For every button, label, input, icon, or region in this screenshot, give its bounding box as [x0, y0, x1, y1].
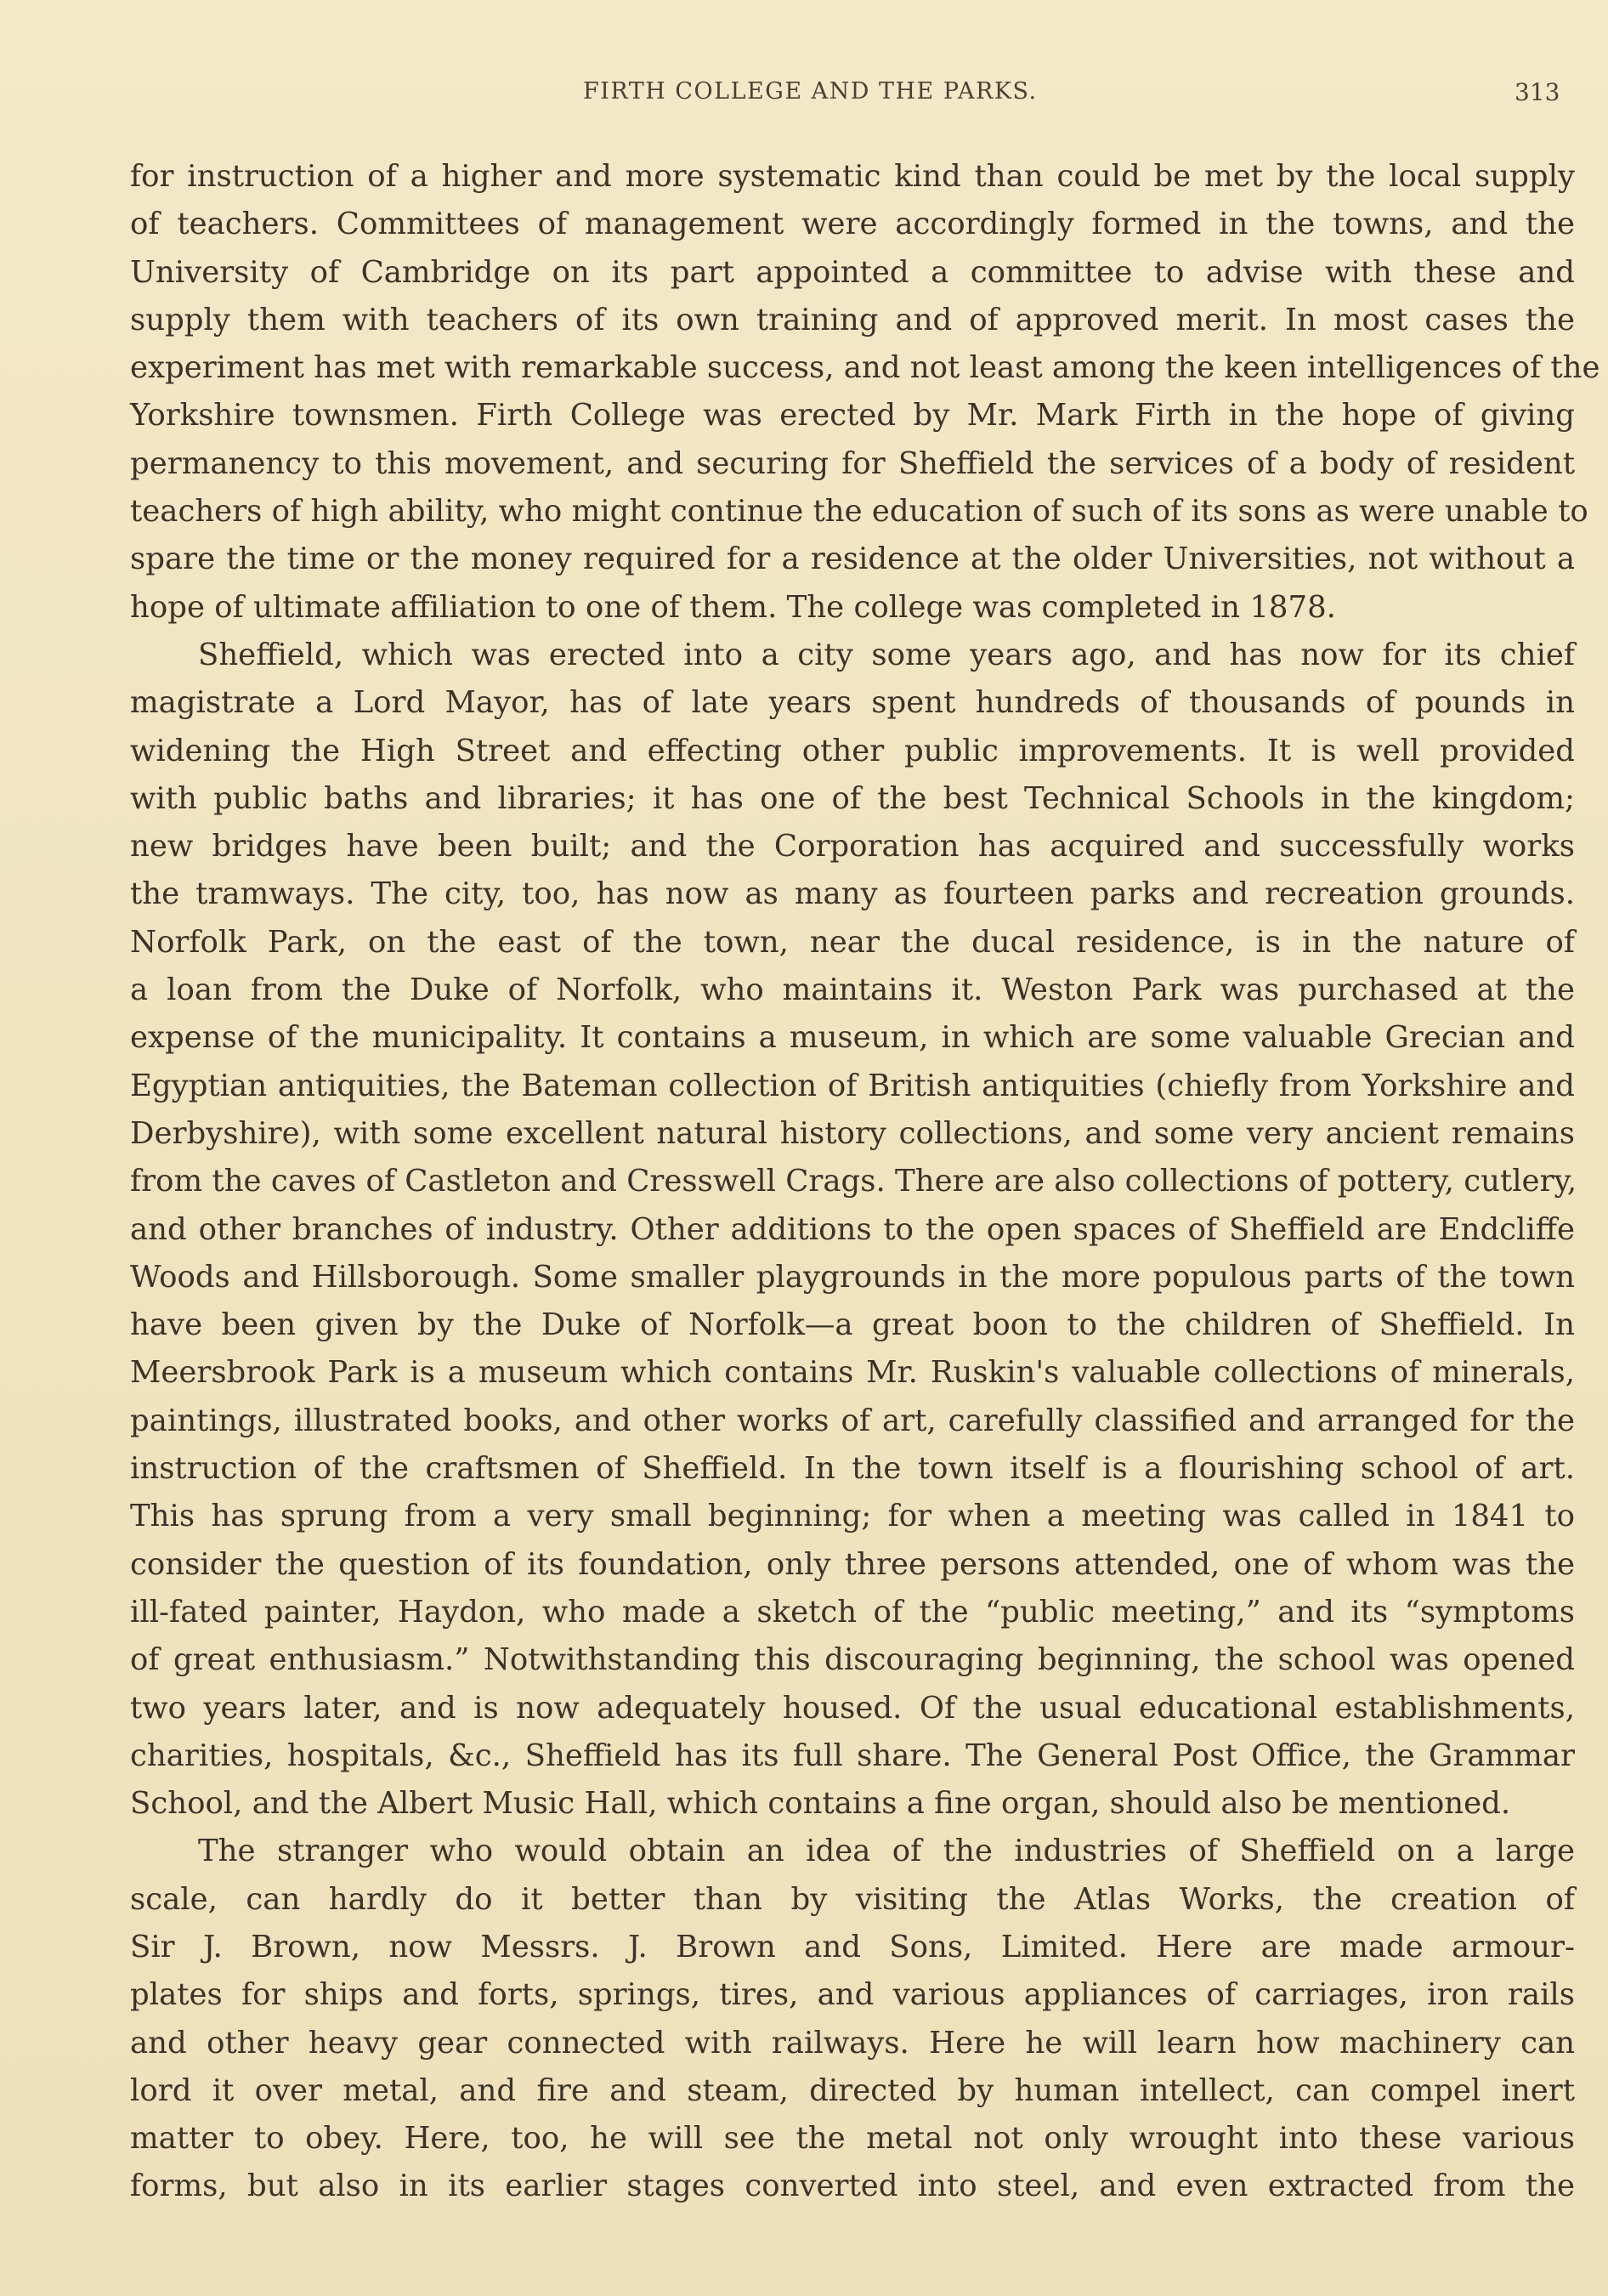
text-line: forms, but also in its earlier stages converted into steel, and even extracted from the	[130, 2168, 1575, 2204]
text-line: experiment has met with remarkable success, and not least among the keen intelligences of the	[130, 350, 1600, 386]
text-line: of great enthusiasm.” Notwithstanding this discouraging beginning, the school was opened	[130, 1642, 1575, 1678]
text-line: This has sprung from a very small beginning; for when a meeting was called in 1841 to	[130, 1499, 1575, 1534]
text-line: and other branches of industry. Other additions to the open spaces of Sheffield are Endcliffe	[130, 1211, 1575, 1247]
text-line: the tramways. The city, too, has now as many as fourteen parks and recreation grounds.	[130, 876, 1575, 912]
text-line: widening the High Street and effecting other public improvements. It is well provided	[130, 733, 1575, 768]
text-line: spare the time or the money required for a residence at the older Universities, not without a	[130, 541, 1575, 577]
text-line: lord it over metal, and fire and steam, directed by human intellect, can compel inert	[130, 2072, 1575, 2108]
text-line: University of Cambridge on its part appointed a committee to advise with these and	[130, 254, 1575, 290]
text-line: consider the question of its foundation, only three persons attended, one of whom was the	[130, 1546, 1575, 1582]
text-line: for instruction of a higher and more systematic kind than could be met by the local supply	[130, 159, 1575, 194]
text-line: and other heavy gear connected with railways. Here he will learn how machinery can	[130, 2025, 1575, 2061]
text-line: have been given by the Duke of Norfolk—a great boon to the children of Sheffield. In	[130, 1307, 1575, 1343]
text-line: scale, can hardly do it better than by visiting the Atlas Works, the creation of	[130, 1881, 1575, 1917]
text-line: hope of ultimate affiliation to one of them. The college was completed in 1878.	[130, 589, 1336, 625]
text-line: charities, hospitals, &c., Sheffield has its full share. The General Post Office, the Grammar	[130, 1738, 1575, 1773]
text-line: matter to obey. Here, too, he will see the metal not only wrought into these various	[130, 2121, 1575, 2157]
text-line: ill-fated painter, Haydon, who made a sketch of the “public meeting,” and its “symptoms	[130, 1594, 1575, 1630]
text-line: School, and the Albert Music Hall, which contains a fine organ, should also be mentioned.	[130, 1786, 1511, 1822]
text-line: Sir J. Brown, now Messrs. J. Brown and Sons, Limited. Here are made armour-	[130, 1929, 1575, 1964]
text-line: Woods and Hillsborough. Some smaller playgrounds in the more populous parts of the town	[130, 1259, 1575, 1295]
text-line: The stranger who would obtain an idea of the industries of Sheffield on a large	[198, 1834, 1575, 1869]
body-text	[130, 153, 1600, 2211]
text-line: expense of the municipality. It contains a museum, in which are some valuable Grecian and	[130, 1020, 1575, 1056]
text-line: Meersbrook Park is a museum which contains Mr. Ruskin's valuable collections of minerals,	[130, 1355, 1575, 1391]
text-line: paintings, illustrated books, and other works of art, carefully classified and arranged for the	[130, 1403, 1575, 1438]
text-line: supply them with teachers of its own training and of approved merit. In most cases the	[130, 302, 1575, 337]
text-line: instruction of the craftsmen of Sheffield. In the town itself is a flourishing school of art.	[130, 1451, 1575, 1487]
text-line: magistrate a Lord Mayor, has of late years spent hundreds of thousands of pounds in	[130, 685, 1575, 721]
text-line: with public baths and libraries; it has one of the best Technical Schools in the kingdom;	[130, 780, 1575, 816]
text-line: Norfolk Park, on the east of the town, near the ducal residence, is in the nature of	[130, 924, 1575, 960]
text-line: teachers of high ability, who might continue the education of such of its sons as were unable to	[130, 494, 1588, 530]
text-line: two years later, and is now adequately housed. Of the usual educational establishments,	[130, 1690, 1575, 1726]
text-line: new bridges have been built; and the Corporation has acquired and successfully works	[130, 829, 1575, 865]
text-line: Derbyshire), with some excellent natural history collections, and some very ancient remains	[130, 1115, 1575, 1151]
text-line: a loan from the Duke of Norfolk, who maintains it. Weston Park was purchased at the	[130, 972, 1575, 1008]
text-line: Yorkshire townsmen. Firth College was erected by Mr. Mark Firth in the hope of giving	[130, 398, 1575, 434]
running-title: FIRTH COLLEGE AND THE PARKS.	[583, 78, 1038, 105]
text-line: from the caves of Castleton and Cresswell Crags. There are also collections of pottery, cutlery,	[130, 1164, 1577, 1199]
text-line: Egyptian antiquities, the Bateman collection of British antiquities (chiefly from Yorkshire and	[130, 1068, 1575, 1103]
text-line: Sheffield, which was erected into a city some years ago, and has now for its chief	[198, 637, 1575, 672]
text-line: permanency to this movement, and securing for Sheffield the services of a body of resident	[130, 445, 1575, 481]
text-line: of teachers. Committees of management were accordingly formed in the towns, and the	[130, 207, 1575, 242]
page-number: 313	[1515, 78, 1560, 106]
running-header	[0, 78, 1608, 112]
text-line: plates for ships and forts, springs, tires, and various appliances of carriages, iron rails	[130, 1977, 1575, 2013]
